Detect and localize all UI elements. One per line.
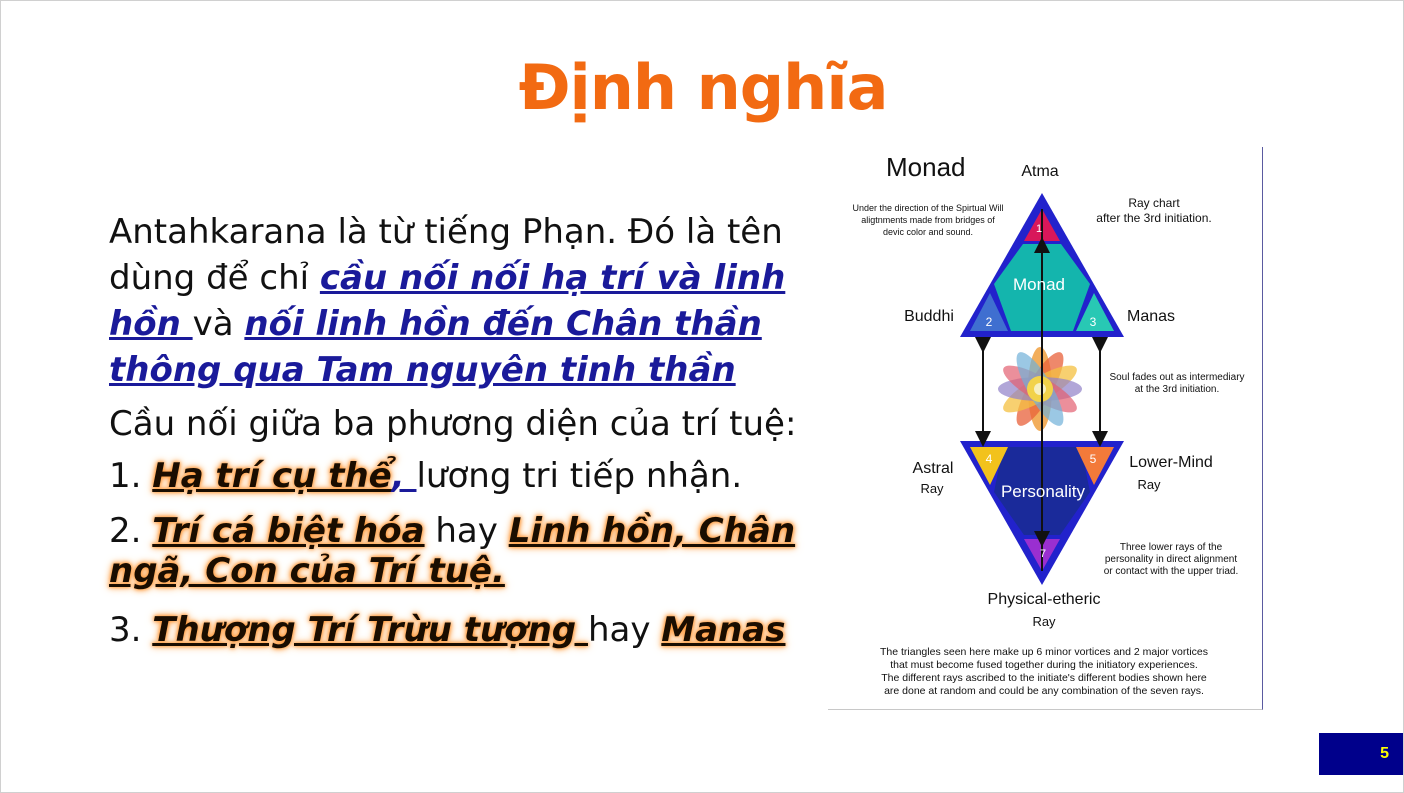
soul-note-line1: Soul fades out as intermediary	[1109, 372, 1245, 383]
note-right-line1: Ray chart	[1128, 196, 1180, 210]
astral-ray-label: Ray	[920, 481, 944, 496]
ray4-number: 4	[985, 452, 993, 466]
physical-etheric-label: Physical-etheric	[987, 591, 1101, 608]
item1-number: 1.	[109, 456, 153, 496]
lower-mind-ray-label: Ray	[1137, 477, 1161, 492]
body-text	[109, 209, 809, 653]
buddhi-label: Buddhi	[904, 308, 954, 325]
physical-ray-label: Ray	[1032, 614, 1056, 629]
intro-mid: và	[192, 304, 245, 344]
lower-mind-label: Lower-Mind	[1129, 454, 1213, 471]
item2-number: 2.	[109, 511, 153, 551]
monad-label: Monad	[1013, 275, 1065, 294]
footnote-line2: that must become fused together during the initiatory experiences.	[890, 659, 1198, 671]
item1-highlight: Hạ trí cụ thể	[152, 456, 392, 496]
ray1-number: 1	[1035, 223, 1043, 235]
item2-highlight-1: Trí cá biệt hóa	[152, 511, 425, 551]
link-ha-tri-linh-hon[interactable]: cầu nối nối hạ trí và linh hồn	[109, 258, 786, 344]
soul-note-line2: at the 3rd initiation.	[1134, 384, 1220, 395]
item3-highlight-2: Manas	[661, 610, 786, 650]
lower-note-line1: Three lower rays of the	[1119, 542, 1223, 553]
footnote-line4: are done at random and could be any combination of the seven rays.	[884, 685, 1204, 697]
page-number: 5	[1380, 745, 1389, 762]
antahkarana-diagram	[828, 147, 1263, 710]
note-left-line1: Under the direction of the Spirtual Will	[852, 203, 1004, 213]
footnote-line1: The triangles seen here make up 6 minor vortices and 2 major vortices	[880, 646, 1208, 658]
diagram-svg	[828, 147, 1262, 709]
list-item-1	[109, 453, 809, 499]
item3-number: 3.	[109, 610, 153, 650]
soul-lotus-icon	[998, 347, 1083, 432]
item3-mid: hay	[587, 610, 662, 650]
note-right-line2: after the 3rd initiation.	[1096, 211, 1212, 225]
ray7-number: 7	[1039, 548, 1047, 560]
ray2-number: 2	[985, 315, 993, 329]
lower-note-line3: or contact with the upper triad.	[1103, 566, 1239, 577]
intro-paragraph	[109, 209, 809, 393]
link-linh-hon-chan-than[interactable]: nối linh hồn đến Chân thần thông qua Tam nguyên tinh thần	[109, 304, 762, 390]
note-left-line3: devic color and sound.	[882, 227, 974, 237]
ray5-number: 5	[1089, 452, 1097, 466]
personality-label: Personality	[1000, 482, 1086, 501]
item2-highlight-2: Linh hồn, Chân ngã, Con của Trí tuệ.	[109, 511, 796, 591]
lower-note-line2: personality in direct alignment	[1104, 554, 1238, 565]
list-item-3	[109, 607, 809, 653]
diagram-heading: Monad	[886, 152, 966, 182]
lead-line: Cầu nối giữa ba phương diện của trí tuệ:	[109, 404, 797, 444]
list-item-2	[109, 511, 809, 591]
atma-label: Atma	[1021, 163, 1059, 180]
manas-label: Manas	[1126, 308, 1176, 325]
item1-link[interactable]: ,	[391, 456, 417, 496]
ray3-number: 3	[1089, 315, 1097, 329]
intro-prefix: Antahkarana là từ tiếng Phạn. Đó là tên dùng để chỉ	[109, 212, 783, 298]
item3-highlight-1: Thượng Trí Trừu tượng	[152, 610, 588, 650]
footnote-line3: The different rays ascribed to the initiate's different bodies shown here	[881, 672, 1207, 684]
item2-mid: hay	[424, 511, 509, 551]
slide-title: Định nghĩa	[518, 51, 888, 124]
astral-label: Astral	[912, 460, 954, 477]
note-left-line2: aligtnments made from bridges of	[861, 215, 995, 225]
item1-rest: lương tri tiếp nhận.	[416, 456, 743, 496]
page-number-badge	[1319, 733, 1403, 775]
